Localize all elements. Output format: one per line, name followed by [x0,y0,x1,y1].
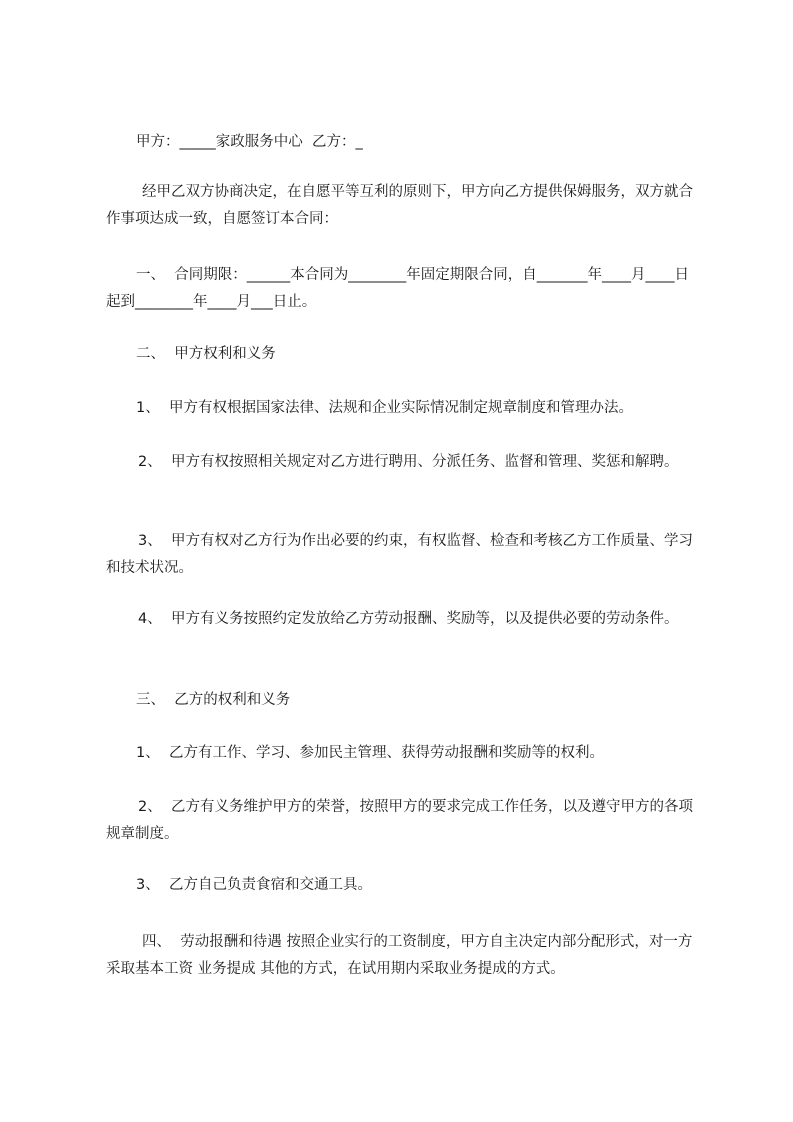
party-header: 甲方：_____家政服务中心 乙方：_ [136,134,363,150]
section-2-item-3: 3、 甲方有权对乙方行为作出必要的约束，有权监督、检查和考核乙方工作质量、学习和技术状况。 [106,533,693,576]
section-2-item-4: 4、 甲方有义务按照约定发放给乙方劳动报酬、奖励等，以及提供必要的劳动条件。 [138,611,679,627]
section-4-pay: 四、 劳动报酬和待遇 按照企业实行的工资制度，甲方自主决定内部分配形式，对一方采取基本工资 业务提成 其他的方式，在试用期内采取业务提成的方式。 [106,934,693,977]
section-3-item-3: 3、 乙方自己负责食宿和交通工具。 [136,877,372,893]
section-2-item-1: 1、 甲方有权根据国家法律、法规和企业实际情况制定规章制度和管理办法。 [136,400,633,416]
section-2-item-2: 2、 甲方有权按照相关规定对乙方进行聘用、分派任务、监督和管理、奖惩和解聘。 [138,454,679,470]
intro-paragraph: 经甲乙双方协商决定，在自愿平等互利的原则下，甲方向乙方提供保姆服务，双方就合作事项达成一致，自愿签订本合同： [106,184,693,227]
section-3-item-2: 2、 乙方有义务维护甲方的荣誉，按照甲方的要求完成工作任务，以及遵守甲方的各项规章制度。 [106,799,693,842]
section-2-title: 二、 甲方权利和义务 [136,346,276,362]
section-3-item-1: 1、 乙方有工作、学习、参加民主管理、获得劳动报酬和奖励等的权利。 [136,745,604,761]
section-3-title: 三、 乙方的权利和义务 [136,692,291,708]
section-1-term: 一、 合同期限：______本合同为________年固定期限合同，自_______年____月____日起到________年____月___日止。 [106,267,689,310]
